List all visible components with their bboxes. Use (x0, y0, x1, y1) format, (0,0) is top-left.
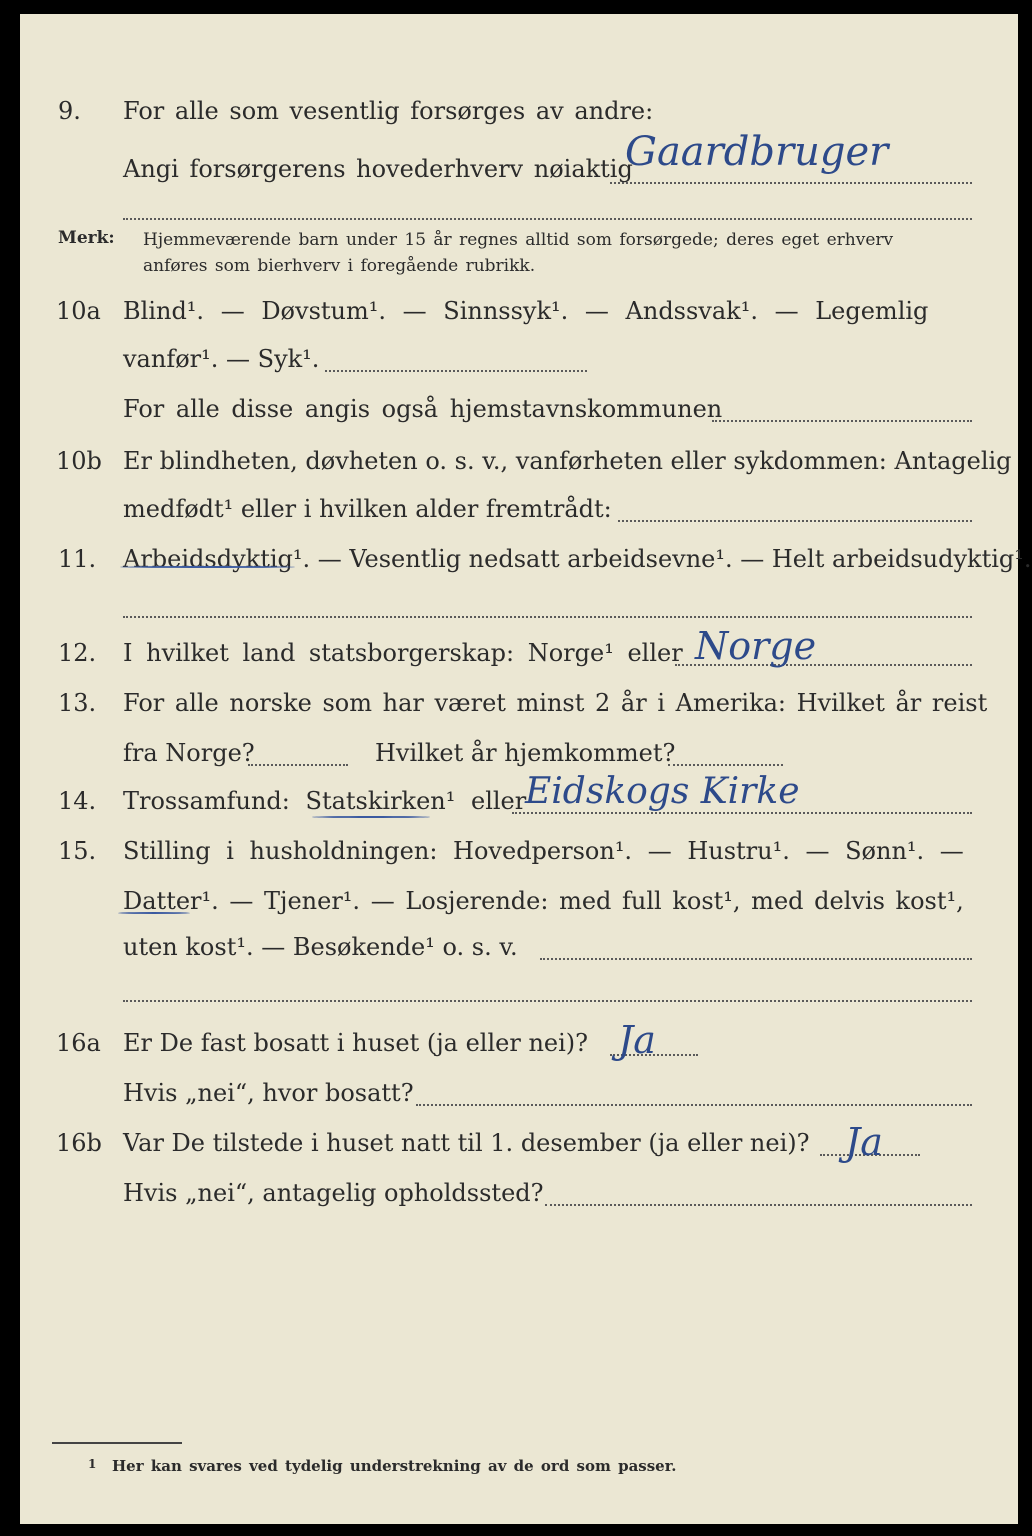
merk-line2: anføres som bierhverv i foregående rubrikk. (143, 256, 536, 276)
q9-answer-handwritten: Gaardbruger (625, 129, 889, 175)
merk-line1: Hjemmeværende barn under 15 år regnes alltid som forsørgede; deres eget erhverv (143, 230, 894, 250)
merk-label: Merk: (58, 228, 115, 248)
q10b-line2: medfødt¹ eller i hvilken alder fremtrådt: (123, 495, 612, 523)
q9-number: 9. (58, 97, 81, 125)
q11-blank (123, 616, 972, 618)
q10b-line1: Er blindheten, døvheten o. s. v., vanførheten eller sykdommen: Antagelig (123, 447, 1012, 475)
q12-number: 12. (58, 639, 97, 667)
q15-number: 15. (58, 837, 97, 865)
q16b-line2: Hvis „nei“, antagelig opholdssted? (123, 1179, 544, 1207)
q10b-blank (618, 520, 972, 522)
q11-number: 11. (58, 545, 97, 573)
q10b-number: 10b (56, 447, 102, 475)
footnote-text: Her kan svares ved tydelig understrekning av de ord som passer. (112, 1457, 677, 1475)
q16a-number: 16a (56, 1029, 101, 1057)
q14-answer-line (512, 812, 972, 814)
q12-line1: I hvilket land statsborgerskap: Norge¹ eller (123, 639, 683, 667)
q11-underline-mark (120, 566, 295, 568)
q16b-answer-handwritten: Ja (845, 1120, 883, 1164)
q15-extra-line (123, 1000, 972, 1002)
q16b-line1: Var De tilstede i huset natt til 1. desember (ja eller nei)? (123, 1129, 810, 1157)
q13-number: 13. (58, 689, 97, 717)
q15-underline-mark (118, 912, 190, 914)
q10a-line2-blank (325, 370, 587, 372)
q13-reist-blank (248, 764, 348, 766)
q9-line2: Angi forsørgerens hovederhverv nøiaktig (123, 155, 633, 183)
q16a-answer-handwritten: Ja (618, 1018, 656, 1062)
q16a-line2: Hvis „nei“, hvor bosatt? (123, 1079, 414, 1107)
footnote-mark: 1 (88, 1457, 97, 1471)
q15-line1: Stilling i husholdningen: Hovedperson¹. — Hustru¹. — Sønn¹. — (123, 837, 964, 865)
q13-line2a: fra Norge? (123, 739, 255, 767)
q16a-bosatt-blank (416, 1104, 972, 1106)
q9-line1: For alle som vesentlig forsørges av andre: (123, 97, 654, 125)
q14-line1: Trossamfund: Statskirken¹ eller (123, 787, 527, 815)
footnote-rule (52, 1442, 182, 1444)
q14-answer-handwritten: Eidskogs Kirke (525, 771, 800, 812)
q11-line1: Arbeidsdyktig¹. — Vesentlig nedsatt arbeidsevne¹. — Helt arbeidsudyktig¹. (123, 545, 1032, 573)
q14-number: 14. (58, 787, 97, 815)
q15-blank (540, 958, 972, 960)
q10a-line3-blank (712, 420, 972, 422)
q16a-line1: Er De fast bosatt i huset (ja eller nei)? (123, 1029, 589, 1057)
census-form-page (20, 14, 1032, 1524)
q16b-opholdssted-blank (545, 1204, 972, 1206)
q13-line2b: Hvilket år hjemkommet? (375, 739, 676, 767)
q9-extra-line (123, 218, 972, 220)
q10a-line2: vanfør¹. — Syk¹. (123, 345, 320, 373)
q16b-number: 16b (56, 1129, 102, 1157)
q15-line2: Datter¹. — Tjener¹. — Losjerende: med full kost¹, med delvis kost¹, (123, 887, 964, 915)
q9-answer-line (610, 182, 972, 184)
q13-line1: For alle norske som har været minst 2 år i Amerika: Hvilket år reist (123, 689, 988, 717)
q15-line3: uten kost¹. — Besøkende¹ o. s. v. (123, 933, 518, 961)
q10a-line1: Blind¹. — Døvstum¹. — Sinnssyk¹. — Andssvak¹. — Legemlig (123, 297, 929, 325)
q13-hjemkommet-blank (668, 764, 783, 766)
q14-underline-mark (312, 816, 430, 818)
q12-answer-handwritten: Norge (695, 624, 817, 668)
q10a-line3: For alle disse angis også hjemstavnskommunen (123, 395, 723, 423)
q10a-number: 10a (56, 297, 101, 325)
